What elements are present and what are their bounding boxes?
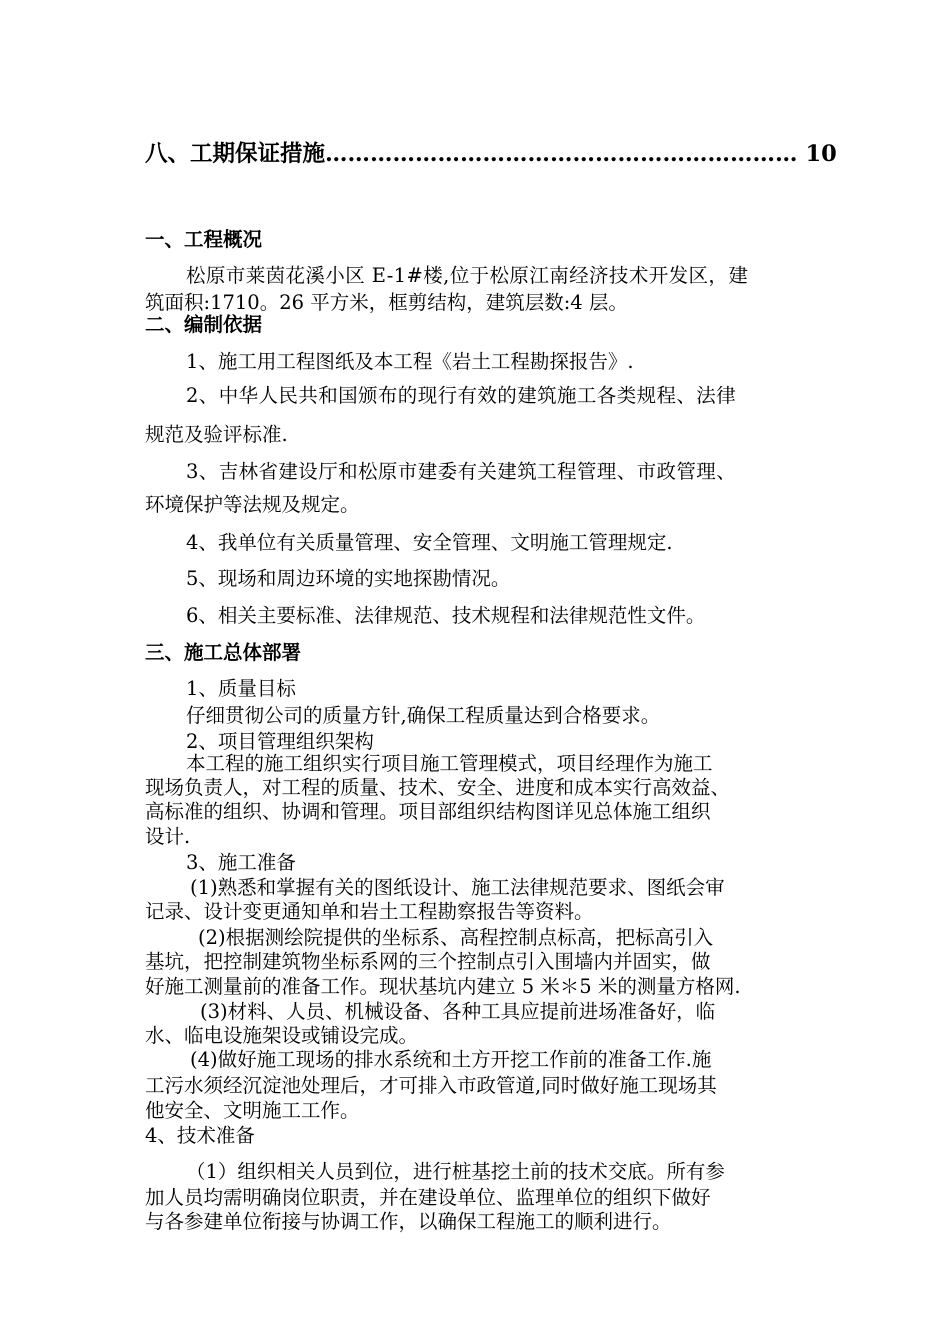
list-item: 5、现场和周边环境的实地探勘情况。 bbox=[186, 567, 511, 590]
paragraph-line: 仔细贯彻公司的质量方针,确保工程质量达到合格要求。 bbox=[186, 704, 661, 727]
list-item-continuation: 环境保护等法规及规定。 bbox=[145, 493, 360, 516]
list-item: 1、施工用工程图纸及本工程《岩土工程勘探报告》. bbox=[186, 350, 634, 373]
paragraph-line: （1）组织相关人员到位，进行桩基挖土前的技术交底。所有参 bbox=[186, 1160, 725, 1183]
paragraph-line: 水、临电设施架设或铺设完成。 bbox=[145, 1024, 419, 1047]
toc-title: 八、工期保证措施 bbox=[145, 141, 326, 167]
list-item: 2、中华人民共和国颁布的现行有效的建筑施工各类规程、法律 bbox=[186, 384, 737, 407]
paragraph-line: (1)熟悉和掌握有关的图纸设计、施工法律规范要求、图纸会审 bbox=[190, 876, 725, 899]
section-heading-deployment: 三、施工总体部署 bbox=[145, 641, 302, 664]
subsection-heading: 3、施工准备 bbox=[186, 851, 296, 874]
paragraph-line: 记录、设计变更通知单和岩土工程勘察报告等资料。 bbox=[145, 900, 594, 923]
paragraph-line: 筑面积:1710。26 平方米，框剪结构，建筑层数:4 层。 bbox=[145, 291, 628, 314]
paragraph-line: 他安全、文明施工工作。 bbox=[145, 1099, 360, 1122]
list-item: 6、相关主要标准、法律规范、技术规程和法律规范性文件。 bbox=[186, 604, 706, 627]
paragraph-line: 设计. bbox=[145, 825, 191, 848]
list-item-continuation: 规范及验评标准. bbox=[145, 423, 288, 446]
paragraph-line: 松原市莱茵花溪小区 E-1#楼,位于松原江南经济技术开发区，建 bbox=[186, 264, 749, 287]
section-heading-basis: 二、编制依据 bbox=[145, 313, 263, 336]
section-heading-overview: 一、工程概况 bbox=[145, 228, 263, 251]
paragraph-line: 高标准的组织、协调和管理。项目部组织结构图详见总体施工组织 bbox=[145, 800, 711, 823]
paragraph-line: 与各参建单位衔接与协调工作，以确保工程施工的顺利进行。 bbox=[145, 1210, 672, 1233]
paragraph-line: 加人员均需明确岗位职责，并在建设单位、监理单位的组织下做好 bbox=[145, 1186, 711, 1209]
subsection-heading: 4、技术准备 bbox=[145, 1124, 255, 1147]
paragraph-line: (3)材料、人员、机械设备、各种工具应提前进场准备好，临 bbox=[200, 1000, 716, 1023]
paragraph-line: (4)做好施工现场的排水系统和土方开挖工作前的准备工作.施 bbox=[190, 1048, 712, 1071]
toc-dots: ……………………………………………………… bbox=[325, 141, 798, 167]
paragraph-line: 基坑，把控制建筑物坐标系网的三个控制点引入围墙内并固实，做 bbox=[145, 950, 711, 973]
paragraph-line: 本工程的施工组织实行项目施工管理模式，项目经理作为施工 bbox=[186, 752, 713, 775]
toc-page-number: 10 bbox=[805, 141, 837, 167]
paragraph-line: (2)根据测绘院提供的坐标系、高程控制点标高，把标高引入 bbox=[198, 926, 714, 949]
subsection-heading: 1、质量目标 bbox=[186, 677, 296, 700]
paragraph-line: 好施工测量前的准备工作。现状基坑内建立 5 米＊5 米的测量方格网. bbox=[145, 975, 741, 998]
paragraph-line: 工污水须经沉淀池处理后，才可排入市政管道,同时做好施工现场其 bbox=[145, 1074, 717, 1097]
subsection-heading: 2、项目管理组织架构 bbox=[186, 730, 374, 753]
paragraph-line: 现场负责人，对工程的质量、技术、安全、进度和成本实行高效益、 bbox=[145, 776, 731, 799]
toc-entry[interactable] bbox=[145, 140, 837, 168]
list-item: 3、吉林省建设厅和松原市建委有关建筑工程管理、市政管理、 bbox=[186, 460, 737, 483]
list-item: 4、我单位有关质量管理、安全管理、文明施工管理规定. bbox=[186, 531, 673, 554]
